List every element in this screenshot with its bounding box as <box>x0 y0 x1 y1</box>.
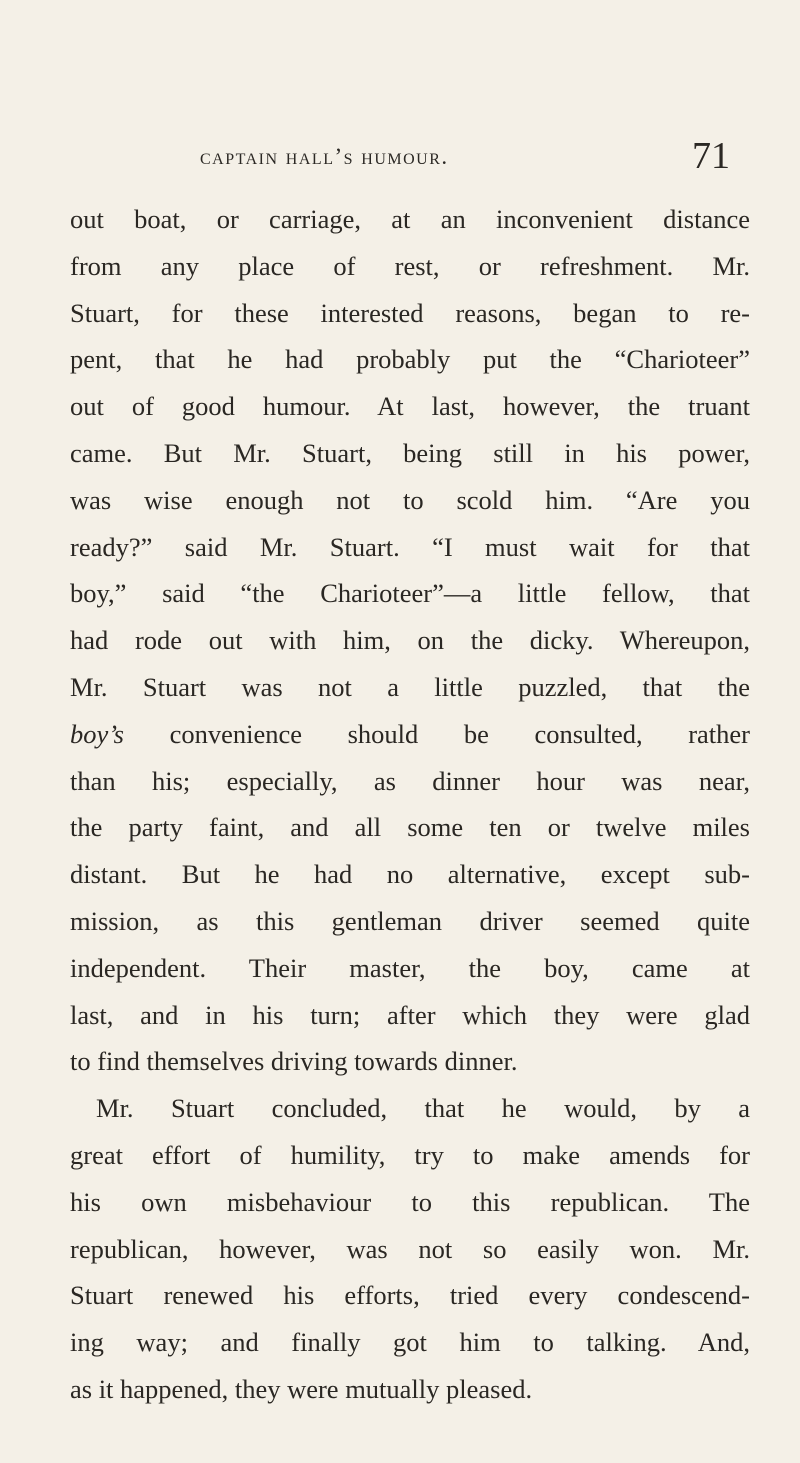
text-line-12 <box>70 711 750 758</box>
text-line-13: than his; especially, as dinner hour was near, <box>70 765 750 796</box>
text-line-26: as it happened, they were mutually pleased. <box>70 1373 533 1404</box>
text-line-22: his own misbehaviour to this republican. The <box>70 1186 750 1217</box>
text-line-10: had rode out with him, on the dicky. Whereupon, <box>70 625 750 656</box>
text-line-7: was wise enough not to scold him. “Are you <box>70 484 750 515</box>
text-line-17: independent. Their master, the boy, came at <box>70 952 750 983</box>
text-line-3: Stuart, for these interested reasons, began to re- <box>70 297 750 328</box>
text-line-23: republican, however, was not so easily won. Mr. <box>70 1233 750 1264</box>
body-text <box>70 196 750 1413</box>
text-line-12-rest: convenience should be consulted, rather <box>169 718 750 749</box>
text-line-8: ready?” said Mr. Stuart. “I must wait for that <box>70 531 750 562</box>
text-line-5: out of good humour. At last, however, the truant <box>70 391 750 422</box>
text-line-19: to find themselves driving towards dinner. <box>70 1046 518 1077</box>
text-line-18: last, and in his turn; after which they were glad <box>70 999 750 1030</box>
text-line-25: ing way; and finally got him to talking. And, <box>70 1327 750 1358</box>
text-line-16: mission, as this gentleman driver seemed quite <box>70 905 750 936</box>
running-head <box>0 132 800 177</box>
text-line-11: Mr. Stuart was not a little puzzled, that the <box>70 671 750 702</box>
text-line-4: pent, that he had probably put the “Charioteer” <box>70 344 750 375</box>
running-title: captain hall’s humour. <box>200 144 449 169</box>
text-line-24: Stuart renewed his efforts, tried every condescend- <box>70 1280 750 1311</box>
text-line-2: from any place of rest, or refreshment. Mr. <box>70 250 750 281</box>
page-number: 71 <box>692 135 730 177</box>
text-line-15: distant. But he had no alternative, except sub- <box>70 859 750 890</box>
text-line-21: great effort of humility, try to make amends for <box>70 1139 750 1170</box>
text-line-20: Mr. Stuart concluded, that he would, by a <box>96 1093 750 1124</box>
text-line-9: boy,” said “the Charioteer”—a little fellow, that <box>70 578 750 609</box>
text-line-1: out boat, or carriage, at an inconvenient distance <box>70 204 750 234</box>
text-line-6: came. But Mr. Stuart, being still in his power, <box>70 437 750 468</box>
text-line-14: the party faint, and all some ten or twelve miles <box>70 812 750 843</box>
italic-word: boy’s <box>70 718 124 749</box>
